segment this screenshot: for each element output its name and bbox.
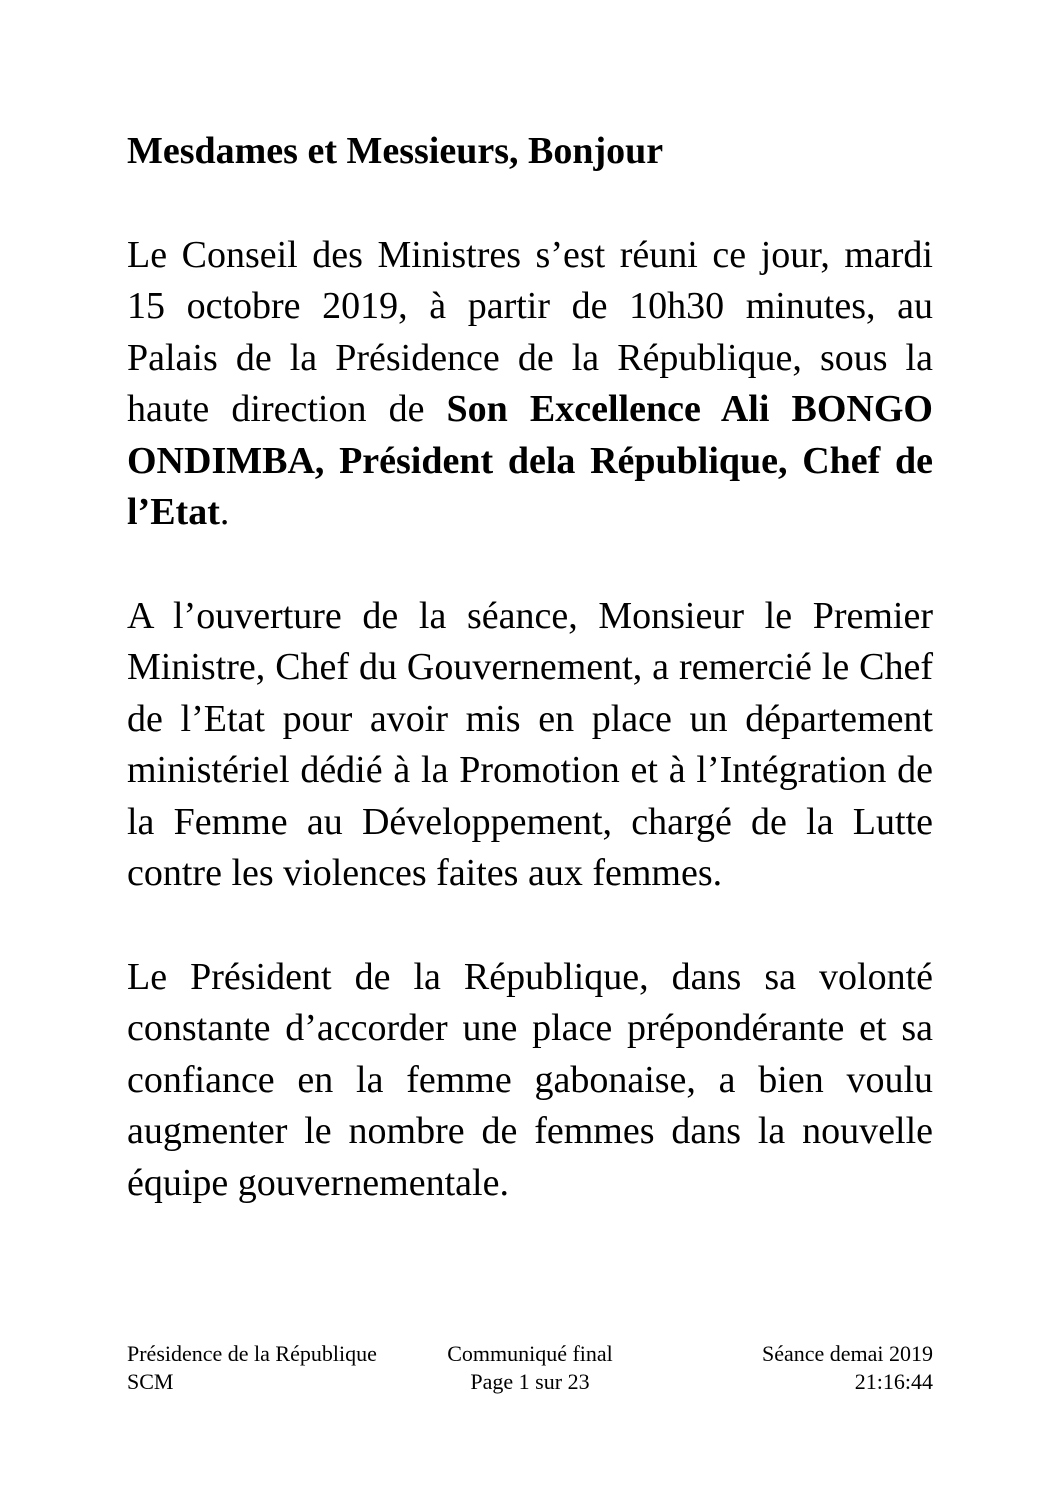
document-body	[127, 126, 933, 1261]
paragraph-text-end: .	[219, 491, 230, 533]
footer-presidency: Présidence de la République	[127, 1341, 377, 1366]
paragraph-council-meeting	[127, 230, 933, 539]
footer-row-2	[127, 1368, 933, 1396]
president-name-bold: Son Excellence Ali BONGO ONDIMBA, Président dela République, Chef de l’Etat	[127, 388, 933, 533]
footer-scm: SCM	[127, 1369, 174, 1394]
greeting-heading: Mesdames et Messieurs, Bonjour	[127, 130, 664, 172]
footer-page-number: Page 1 sur 23	[470, 1369, 590, 1394]
footer-doc-type: Communiqué final	[447, 1341, 613, 1366]
footer-time: 21:16:44	[854, 1369, 934, 1394]
footer-session: Séance demai 2019	[761, 1341, 934, 1366]
footer-row-1	[127, 1340, 933, 1368]
paragraph-text: Le Conseil des Ministres s’est réuni ce jour, mardi 15 octobre 2019, à partir de 10h30 minutes, au Palais de la Présidence de la République, sous la haute direction de	[127, 233, 933, 430]
paragraph-president-women: Le Président de la République, dans sa volonté constante d’accorder une place prépondérante et sa confiance en la femme gabonaise, a bien voulu augmenter le nombre de femmes dans la nouvelle équipe gouvernementale.	[127, 955, 933, 1204]
paragraph-prime-minister: A l’ouverture de la séance, Monsieur le Premier Ministre, Chef du Gouvernement, a remercié le Chef de l’Etat pour avoir mis en place un département ministériel dédié à la Promotion et à l’Intégration de la Femme au Développement, chargé de la Lutte contre les violences faites aux femmes.	[127, 594, 933, 894]
page-footer	[127, 1340, 933, 1396]
